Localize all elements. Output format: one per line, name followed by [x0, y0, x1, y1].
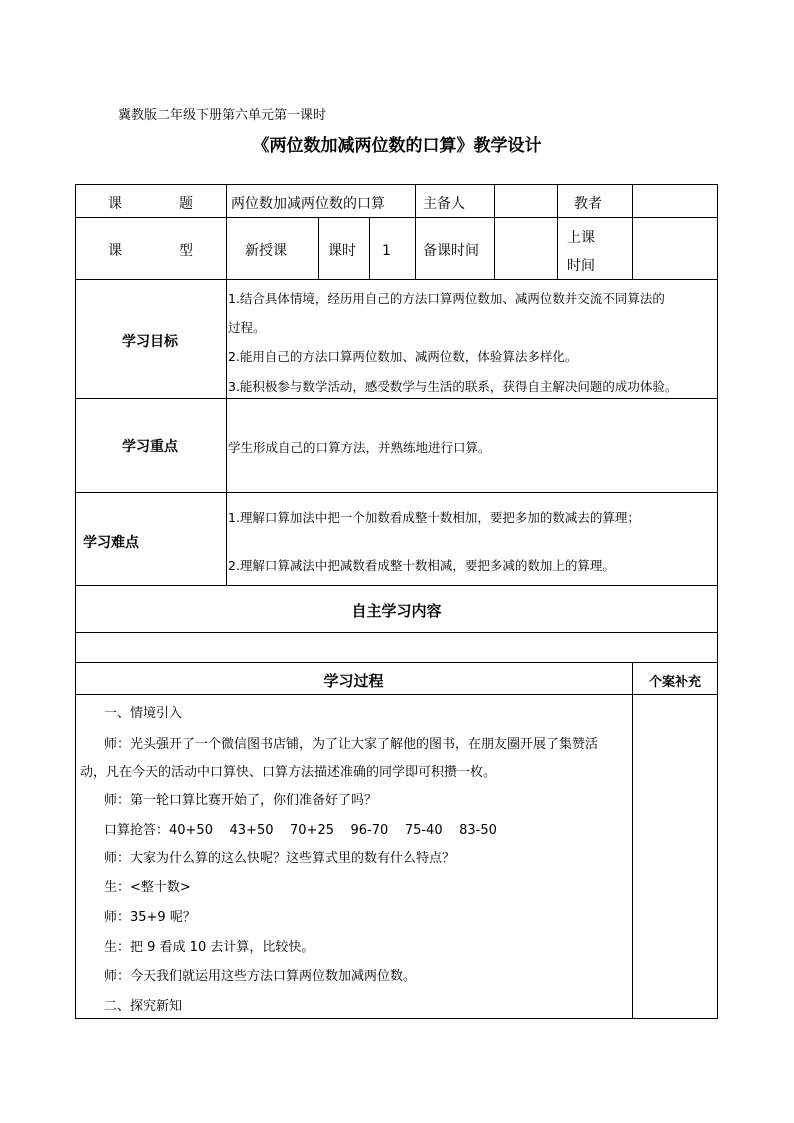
- process-line: 师：光头强开了一个微信图书店铺，为了让大家了解他的图书，在朋友圈开展了集赞活: [104, 737, 599, 752]
- table-rule: [557, 184, 558, 279]
- keshi-value: 1: [382, 243, 391, 259]
- objectives-label: 学习目标: [122, 334, 178, 350]
- beike-label: 备课时间: [423, 243, 479, 259]
- objective-line-4: 3.能积极参与数学活动，感受数学与生活的联系，获得自主解决问题的成功体验。: [228, 379, 678, 394]
- table-rule: [494, 184, 495, 279]
- table-rule: [318, 217, 319, 279]
- process-line: 二、探究新知: [104, 999, 183, 1014]
- table-rule: [75, 1018, 718, 1019]
- process-line: 口算抢答：40+50 43+50 70+25 96-70 75-40 83-50: [104, 823, 497, 838]
- process-line: 师：35+9 呢？: [104, 910, 196, 925]
- zhubeiren-label: 主备人: [423, 196, 465, 212]
- ke-ti-label-2: 题: [179, 196, 193, 212]
- table-rule: [369, 217, 370, 279]
- ke-ti-label-1: 课: [108, 196, 122, 212]
- process-line: 师：今天我们就运用这些方法口算两位数加减两位数。: [104, 969, 417, 984]
- supplement-heading: 个案补充: [648, 675, 701, 690]
- keshi-label: 课时: [328, 243, 356, 259]
- process-line: 生：把 9 看成 10 去计算，比较快。: [104, 940, 315, 955]
- table-rule: [632, 662, 633, 1019]
- table-rule: [75, 398, 718, 399]
- document-subtitle: 冀教版二年级下册第六单元第一课时: [118, 108, 327, 123]
- process-line: 动，凡在今天的活动中口算快、口算方法描述准确的同学即可积攒一枚。: [80, 765, 497, 780]
- table-rule: [632, 184, 633, 279]
- ke-xing-label-2: 型: [179, 243, 193, 259]
- process-heading: 学习过程: [323, 672, 384, 690]
- table-rule: [75, 585, 718, 586]
- table-rule: [226, 184, 227, 585]
- table-rule: [75, 279, 718, 280]
- jiaozhe-label: 教者: [574, 196, 602, 212]
- process-line: 师：大家为什么算的这么快呢？这些算式里的数有什么特点？: [104, 851, 456, 866]
- objective-line-3: 2.能用自己的方法口算两位数加、减两位数，体验算法多样化。: [228, 349, 578, 364]
- document-title: 《两位数加减两位数的口算》教学设计: [252, 136, 542, 156]
- ke-xing-label-1: 课: [108, 243, 122, 259]
- shangke-label-2: 时间: [567, 258, 595, 274]
- table-rule: [75, 632, 718, 633]
- shangke-label-1: 上课: [567, 230, 595, 246]
- process-line: 师：第一轮口算比赛开始了，你们准备好了吗？: [104, 793, 378, 808]
- table-rule: [75, 662, 718, 663]
- objective-line-2: 过程。: [228, 320, 266, 335]
- ke-xing-value: 新授课: [245, 243, 287, 259]
- table-rule: [75, 694, 718, 695]
- process-line: 一、情境引入: [104, 706, 183, 721]
- table-rule: [75, 492, 718, 493]
- process-line: 生：<整十数>: [104, 880, 191, 895]
- self-study-heading: 自主学习内容: [351, 602, 442, 620]
- table-rule: [75, 217, 718, 218]
- table-rule: [75, 184, 718, 185]
- key-points-label: 学习重点: [122, 439, 178, 455]
- difficulties-label: 学习难点: [83, 535, 139, 551]
- objective-line-1: 1.结合具体情境，经历用自己的方法口算两位数加、减两位数并交流不同算法的: [228, 291, 665, 306]
- difficulty-line-2: 2.理解口算减法中把减数看成整十数相减，要把多减的数加上的算理。: [228, 558, 615, 573]
- table-rule: [415, 184, 416, 279]
- ke-ti-value: 两位数加减两位数的口算: [231, 196, 385, 212]
- difficulty-line-1: 1.理解口算加法中把一个加数看成整十数相加，要把多加的数减去的算理；: [228, 510, 640, 525]
- key-points-text: 学生形成自己的口算方法，并熟练地进行口算。: [228, 440, 491, 455]
